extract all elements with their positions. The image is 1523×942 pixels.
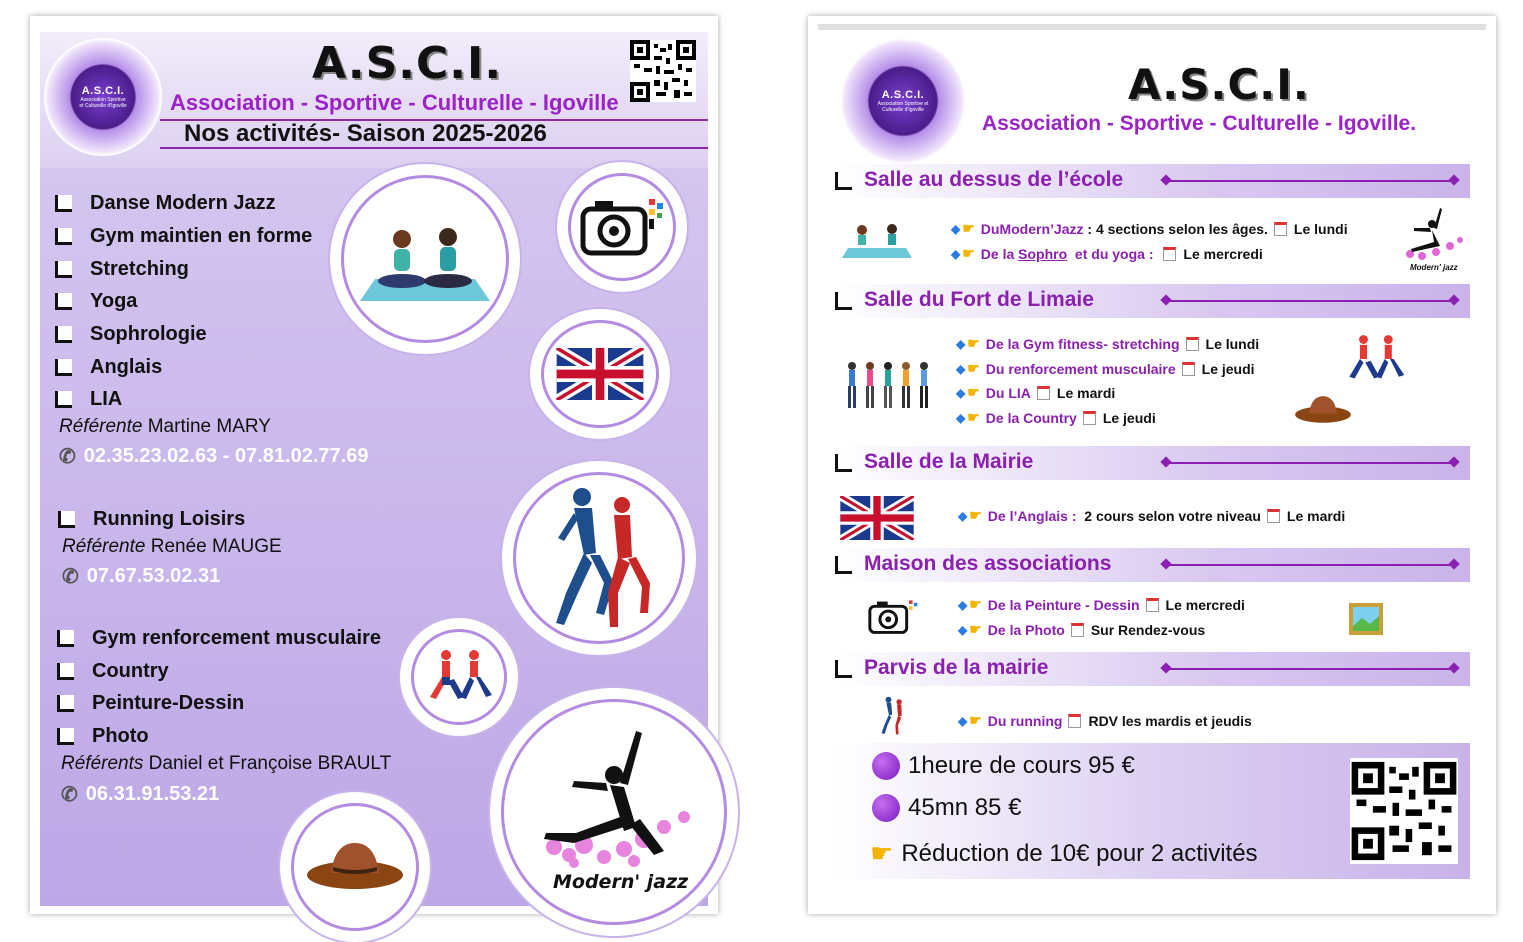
yoga-small-icon [840,220,914,260]
checkbox-icon [57,663,74,680]
arrow-line-icon [1166,668,1454,670]
activity-label: Country [92,660,169,682]
checkbox-icon [58,511,75,528]
activity-label: Running Loisirs [93,508,246,530]
line-text: De l’Anglais : [987,507,1077,524]
calendar-icon [1267,509,1280,523]
diamond-icon: ◆ [958,622,968,637]
referent-label: Référente [59,416,143,437]
line-sophro [951,245,1263,262]
purple-circle-icon [872,752,900,780]
activity-peinture [57,692,244,715]
line-lia [956,384,1115,401]
section-salle-ecole [833,164,1470,198]
right-flyer [808,16,1496,914]
section-title: Salle du Fort de Limaie [864,288,1094,311]
line-detail: 4 sections selon les âges. [1095,220,1268,237]
phone-icon: ✆ [61,784,78,806]
line-day: Le lundi [1293,220,1348,237]
section-title: Salle de la Mairie [864,450,1034,473]
line-text: De la Photo [987,621,1065,638]
activity-country [57,660,169,683]
referent-name: Daniel et Françoise BRAULT [148,753,392,774]
line-renforcement [956,360,1255,377]
line-day: Le mardi [1056,384,1116,401]
calendar-icon [1037,386,1050,400]
camera-circle [557,162,687,292]
phone-number: 06.31.91.53.21 [85,783,220,805]
pointing-hand-icon: ☛ [969,596,982,612]
referent-1 [59,416,271,438]
fitness-small-icon [1344,330,1406,388]
diamond-icon: ◆ [958,508,968,523]
purple-circle-icon [872,794,900,822]
diamond-icon: ◆ [956,385,966,400]
country-circle [280,792,430,942]
checkbox-icon [55,195,72,212]
left-title: A.S.C.I. [312,38,503,89]
qr-code-icon [1350,758,1458,864]
arrow-line-icon [1166,564,1454,566]
arrow-line-icon [1166,462,1454,464]
asci-logo [44,38,162,156]
camera-small-icon [866,598,920,636]
pointing-hand-icon: ☛ [969,621,982,637]
line-prefix: De la [980,245,1019,262]
uk-flag-circle [530,309,670,439]
checkbox-icon [55,261,72,278]
running-circle [502,461,696,655]
line-day: Le mardi [1286,507,1346,524]
left-flyer [30,16,718,914]
section-title: Parvis de la mairie [864,656,1049,679]
line-text: De la Gym fitness- stretching [985,335,1180,352]
price-1h [872,752,1135,780]
calendar-icon [1146,598,1159,612]
phone-2 [62,564,220,589]
line-sep: et du yoga : [1067,245,1158,262]
diamond-icon: ◆ [958,597,968,612]
painting-icon [1348,602,1384,636]
activity-label: Yoga [90,290,138,312]
pointing-hand-icon: ☛ [870,838,894,868]
price-45mn [872,794,1021,822]
checkbox-icon [55,228,72,245]
activity-yoga [55,290,137,313]
dancer-small-icon [1396,206,1470,270]
line-day: Le mercredi [1183,245,1263,262]
activity-gym-maintien [55,225,312,248]
activity-label: Peinture-Dessin [92,692,245,714]
calendar-icon [1071,623,1084,637]
checkbox-icon [835,454,852,472]
activity-running [58,508,245,531]
referent-3 [61,753,391,775]
runners-small-icon [878,696,908,736]
line-anglais [958,507,1345,524]
line-day: Le jeudi [1201,360,1255,377]
line-name: Sophro [1018,245,1068,262]
section-salle-mairie [833,446,1470,480]
top-stripe [818,24,1486,30]
pointing-hand-icon: ☛ [962,220,975,236]
line-day: Le jeudi [1102,409,1156,426]
activity-label: Stretching [90,258,189,280]
diamond-icon: ◆ [951,246,961,261]
line-text: Du LIA [985,384,1031,401]
section-parvis-mairie [833,652,1470,686]
line-day: Sur Rendez-vous [1090,621,1206,638]
section-fort-limaie [833,284,1470,318]
jazz-circle [490,688,738,936]
gym-circle [400,618,518,736]
checkbox-icon [835,556,852,574]
activity-label: Sophrologie [90,323,207,345]
activity-photo [57,725,149,748]
line-sep: : [1083,220,1096,237]
diamond-icon: ◆ [958,713,968,728]
section-maison-associations [833,548,1470,582]
line-detail: 2 cours selon votre niveau [1084,507,1261,524]
arrow-line-icon [1166,300,1454,302]
asci-logo-right [840,38,966,164]
checkbox-icon [55,359,72,376]
line-day: Le lundi [1205,335,1260,352]
activity-label: LIA [90,388,123,410]
line-running [958,712,1252,729]
pointing-hand-icon: ☛ [969,712,982,728]
phone-number: 07.67.53.02.31 [86,565,221,587]
logo-name: A.S.C.I. [881,89,925,101]
section-title: Salle au dessus de l’école [864,168,1124,191]
diamond-icon: ◆ [956,361,966,376]
uk-flag-small-icon [840,496,914,540]
line-day: Le mercredi [1165,596,1245,613]
line-photo [958,621,1205,638]
diamond-icon: ◆ [956,336,966,351]
referent-label: Référente [62,536,146,557]
referent-name: Renée MAUGE [150,536,282,557]
phone-1 [59,444,368,469]
jazz-caption: Modern' jazz [553,871,689,893]
arrow-line-icon [1166,180,1454,182]
activity-sophrologie [55,323,207,346]
line-country [956,409,1156,426]
phone-icon: ✆ [59,446,76,468]
header-line-2 [160,147,708,149]
activity-label: Photo [92,725,149,747]
calendar-icon [1068,714,1081,728]
calendar-icon [1274,222,1287,236]
dancers-group-icon [842,360,932,412]
line-name: Modern’Jazz [999,220,1084,237]
phone-icon: ✆ [62,566,79,588]
activity-label: Anglais [90,356,163,378]
line-peinture [958,596,1245,613]
activity-anglais [55,356,162,379]
logo-sub: Association Sportive et Culturelle d'Igoville [79,97,127,109]
pointing-hand-icon: ☛ [962,245,975,261]
checkbox-icon [835,660,852,678]
checkbox-icon [55,293,72,310]
phone-3 [61,782,219,807]
line-text: De la Country [985,409,1077,426]
price-reduction [870,838,1258,869]
calendar-icon [1083,411,1096,425]
pointing-hand-icon: ☛ [967,409,980,425]
yoga-circle [330,164,520,354]
line-text: Du running [987,712,1063,729]
price-text: 1heure de cours 95 € [908,752,1135,779]
activity-danse-modern-jazz [55,192,276,215]
checkbox-icon [57,728,74,745]
referent-name: Martine MARY [147,416,271,437]
referent-2 [62,536,282,558]
phone-number: 02.35.23.02.63 - 07.81.02.77.69 [83,445,369,467]
line-text: De la Peinture - Dessin [987,596,1140,613]
line-prefix: Du [980,220,1000,237]
checkbox-icon [55,326,72,343]
line-day: RDV les mardis et jeudis [1088,712,1252,729]
price-text: 45mn 85 € [908,794,1022,821]
pointing-hand-icon: ☛ [967,384,980,400]
checkbox-icon [57,695,74,712]
right-subtitle: Association - Sportive - Culturelle - Igoville. [982,112,1417,135]
qr-code-icon [630,40,696,102]
cowboy-hat-small-icon [1294,392,1352,428]
diamond-icon: ◆ [951,221,961,236]
line-text: Du renforcement musculaire [985,360,1176,377]
calendar-icon [1186,337,1199,351]
logo-name: A.S.C.I. [81,85,125,97]
pointing-hand-icon: ☛ [967,335,980,351]
section-title: Maison des associations [864,552,1112,575]
pointing-hand-icon: ☛ [967,360,980,376]
activity-gym-renforcement [57,627,381,650]
line-modern-jazz [951,220,1348,237]
checkbox-icon [835,292,852,310]
jazz-caption-small: Modern' jazz [1410,263,1458,272]
activity-lia [55,388,122,411]
activity-stretching [55,258,189,281]
price-text: Réduction de 10€ pour 2 activités [901,839,1258,867]
pointing-hand-icon: ☛ [969,507,982,523]
right-title: A.S.C.I. [1128,60,1310,109]
calendar-icon [1182,362,1195,376]
activity-label: Gym maintien en forme [90,225,313,247]
activity-label: Gym renforcement musculaire [92,627,381,649]
checkbox-icon [55,391,72,408]
season-title: Nos activités- Saison 2025-2026 [184,120,547,147]
checkbox-icon [57,630,74,647]
left-subtitle: Association - Sportive - Culturelle - Igoville [170,90,619,115]
referent-label: Référents [61,753,144,774]
checkbox-icon [835,172,852,190]
calendar-icon [1163,247,1176,261]
diamond-icon: ◆ [956,410,966,425]
line-gym-fitness [956,335,1259,352]
logo-sub: Association Sportive et Culturelle d'Igoville [877,101,929,113]
activity-label: Danse Modern Jazz [90,192,276,214]
